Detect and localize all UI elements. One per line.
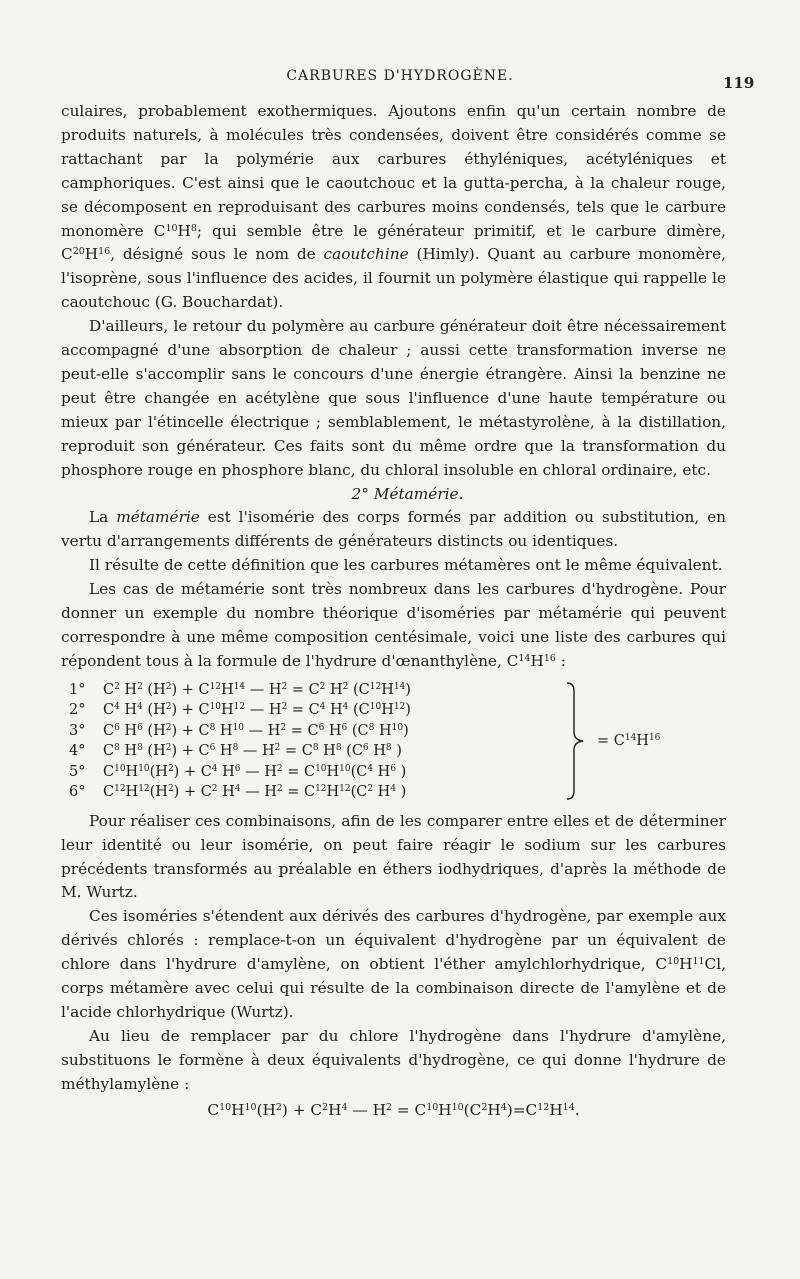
formula-list	[61, 680, 726, 804]
page-number: 119	[723, 74, 755, 92]
body-text	[61, 100, 726, 1123]
paragraph: culaires, probablement exothermiques. Ajoutons enfin qu'un certain nombre de produits naturels, à molécules très condensées, doivent être considérés comme se rattachant par la polymérie aux carbures éthyléniques, acétyléniques et camphoriques. C'est ainsi que le caoutchouc et la gutta-percha, à la chaleur rouge, se décomposent en reproduisant des carbures moins condensés, tels que le carbure monomère $C^{10}H^8$; qui semble être le générateur primitif, et le carbure dimère, $C^{20}H^{16}$, désigné sous le nom de caoutchine (Himly). Quant au carbure monomère, l'isoprène, sous l'influence des acides, il fournit un polymère élastique qui rappelle le caoutchouc (G. Bouchardat).	[61, 102, 727, 312]
formula-row	[69, 741, 411, 762]
paragraph: Au lieu de remplacer par du chlore l'hydrogène dans l'hydrure d'amylène, substituons le formène à deux équivalents d'hydrogène, ce qui donne l'hydrure de méthylamylène :	[61, 1026, 726, 1093]
paragraph: Les cas de métamérie sont très nombreux dans les carbures d'hydrogène. Pour donner un exemple du nombre théorique d'isoméries par métamérie qui peuvent correspondre à une même composition centésimale, voici une liste des carbures qui répondent tous à la formule de l'hydrure d'œnanthylène, $C^{14}H^{16}$ :	[61, 580, 726, 670]
paragraph: Pour réaliser ces combinaisons, afin de les comparer entre elles et de déterminer leur identité ou leur isomérie, on peut faire réagir le sodium sur les carbures précédents transformés au préalable en éthers iodhydriques, d'après la méthode de M. Wurtz.	[61, 811, 726, 902]
formula-row	[69, 721, 411, 742]
formula-row	[69, 680, 411, 701]
formula-expression: $C^{12}H^{12}(H^2) + C^2$ $H^4$ — $H^2 = C^{12}H^{12}(C^2$ $H^4$ )	[103, 784, 407, 801]
section-heading: 2° Métamérie.	[351, 484, 464, 503]
formula-expression: $C^8$ $H^8$ $(H^2) + C^6$ $H^8$ — $H^2 = C^8$ $H^8$ ($C^6$ $H^8$ )	[103, 743, 402, 760]
formula-row	[69, 700, 411, 721]
paragraph: D'ailleurs, le retour du polymère au carbure générateur doit être nécessairement accompagné d'une absorption de chaleur ; aussi cette transformation inverse ne peut-elle s'accomplir sans le concours d'une énergie étrangère. Ainsi la benzine ne peut être changée en acétylène que sous l'influence d'une haute température ou mieux par l'étincelle électrique ; semblablement, le métastyrolène, à la distillation, reproduit son générateur. Ces faits sont du même ordre que la transformation du phosphore rouge en phosphore blanc, du chloral insoluble en chloral ordinaire, etc.	[61, 317, 726, 479]
formula-number: 3°	[69, 722, 86, 739]
formula-expression: $C^2$ $H^2$ $(H^2) + C^{12}H^{14}$ — $H^2 = C^2$ $H^2$ $(C^{12}H^{14})$	[103, 681, 411, 698]
formula-result: = $C^{14}H^{16}$	[597, 732, 661, 749]
paragraph: Ces isoméries s'étendent aux dérivés des carbures d'hydrogène, par exemple aux dérivés chlorés : remplace-t-on un équivalent d'hydrogène par un équivalent de chlore dans l'hydrure d'amylène, on obtient l'éther amylchlorhydrique, $C^{10}H^{11}Cl$, corps métamère avec celui qui résulte de la combinaison directe de l'amylène et de l'acide chlorhydrique (Wurtz).	[61, 907, 726, 1021]
formula-number: 6°	[69, 784, 86, 801]
right-brace	[565, 682, 587, 800]
paragraph: La métamérie est l'isomérie des corps formés par addition ou substitution, en vertu d'arrangements différents de générateurs distincts ou identiques.	[61, 508, 727, 551]
formula-number: 5°	[69, 763, 86, 780]
running-head: CARBURES D'HYDROGÈNE.	[286, 68, 514, 84]
formula-expression: $C^4$ $H^4$ $(H^2) + C^{10}H^{12}$ — $H^2 = C^4$ $H^4$ $(C^{10}H^{12})$	[103, 702, 411, 719]
formula-number: 4°	[69, 743, 86, 760]
formula-row	[69, 762, 411, 783]
formula-expression: $C^6$ $H^6$ $(H^2) + C^8$ $H^{10}$ — $H^2 = C^6$ $H^6$ ($C^8$ $H^{10}$)	[103, 722, 409, 739]
formula-row	[69, 782, 411, 803]
paragraph: Il résulte de cette définition que les carbures métamères ont le même équivalent.	[89, 556, 723, 575]
formula-number: 1°	[69, 681, 86, 698]
formula-number: 2°	[69, 702, 86, 719]
final-formula: $C^{10}H^{10}(H^2) + C^2H^4$ — $H^2 = C^{10}H^{10}(C^2H^4)=C^{12}H^{14}$.	[207, 1100, 580, 1119]
formula-expression: $C^{10}H^{10}(H^2) + C^4$ $H^6$ — $H^2 = C^{10}H^{10}(C^4$ $H^6$ )	[103, 763, 407, 780]
